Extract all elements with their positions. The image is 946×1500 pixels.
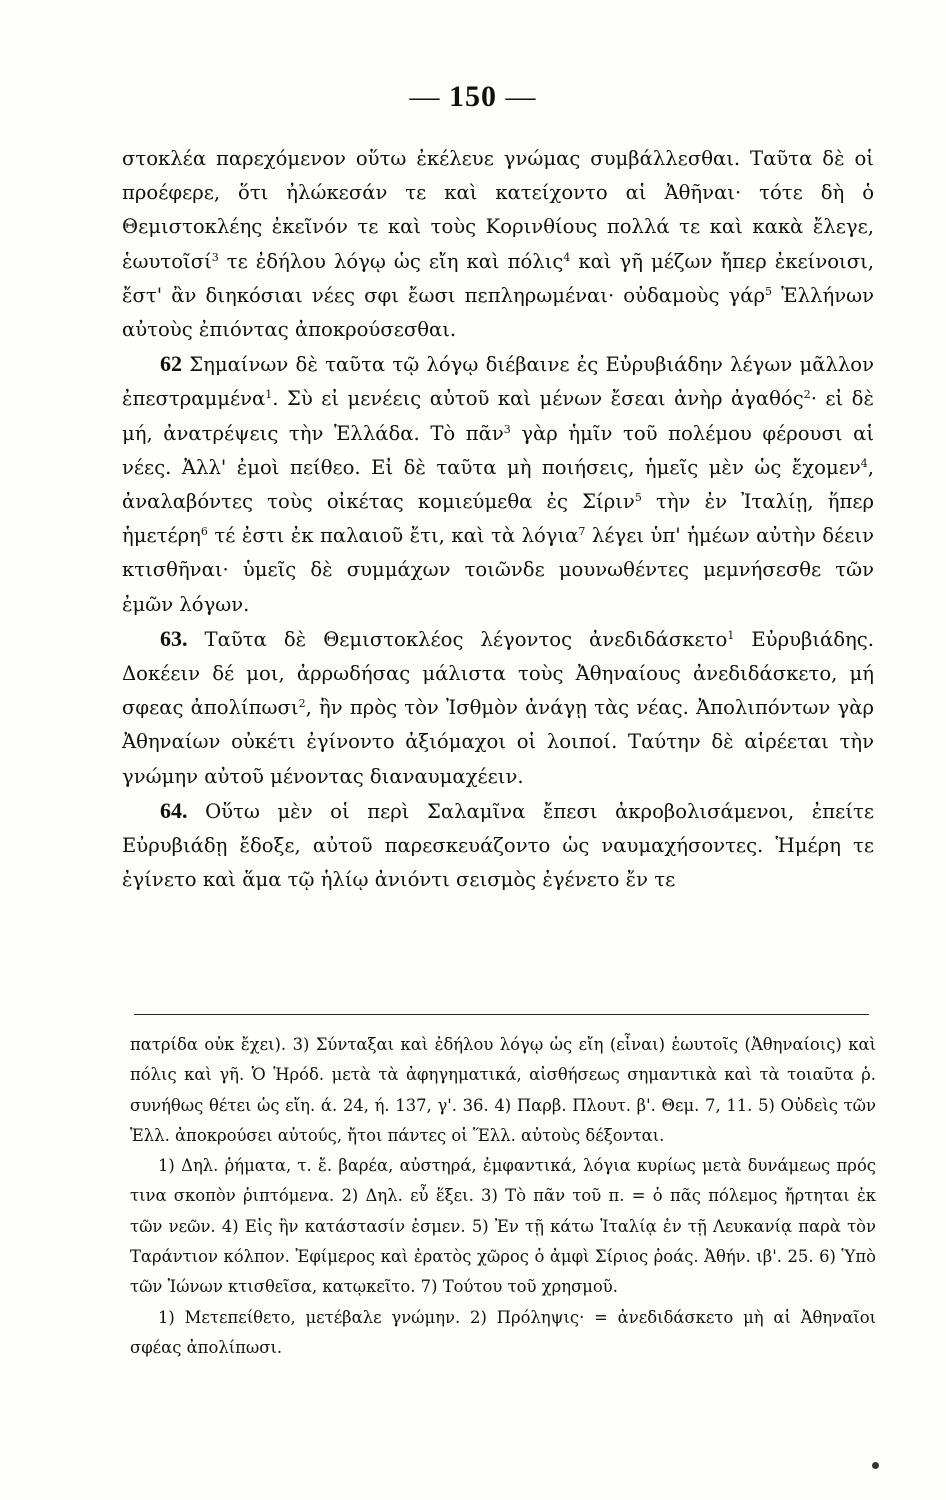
main-text [122,142,874,897]
note-marker: 2 [298,697,306,711]
paragraph-continuation [122,142,874,347]
footnote-block-62: 1) Δηλ. ῥήματα, τ. ἔ. βαρέα, αὐστηρά, ἐμφαντικά, λόγια κυρίως μετὰ δυνάμεως πρός τινα σκοπὸν ῥιπτόμενα. 2) Δηλ. εὖ ἕξει. 3) Τὸ πᾶν τοῦ π. = ὁ πᾶς πόλεμος ἤρτηται ἐκ τῶν νεῶν. 4) Εἰς ἣν κατάστασίν ἐσμεν. 5) Ἐν τῇ κάτω Ἰταλίᾳ ἐν τῇ Λευκανίᾳ παρὰ τὸν Ταράντιον κόλπον. Ἐφίμερος καὶ ἐρατὸς χῶρος ὁ ἀμφὶ Σίριος ῥοάς. Ἀθήν. ιβ'. 25. 6) Ὑπὸ τῶν Ἰώνων κτισθεῖσα, κατῳκεῖτο. 7) Τούτου τοῦ χρησμοῦ. [130,1156,876,1297]
footnote-block-continued: πατρίδα οὐκ ἔχει). 3) Σύνταξαι καὶ ἐδήλου λόγῳ ὡς εἴη (εἶναι) ἑωυτοῖς (Ἀθηναίοις) καὶ πόλις καὶ γῆ. Ὁ Ἡρόδ. μετὰ τὰ ἀφηγηματικά, αἰσθήσεως σημαντικὰ καὶ τὰ τοιαῦτα ῥ. συνήθως θέτει ὡς εἴη. ά. 24, ή. 137, γ'. 36. 4) Παρβ. Πλουτ. β'. Θεμ. 7, 11. 5) Οὐδεὶς τῶν Ἑλλ. ἀποκρούσει αὐτούς, ἤτοι πάντες οἱ Ἕλλ. αὐτοὺς δέξονται. [130,1035,876,1145]
text-run: Σημαίνων δὲ ταῦτα τῷ λόγῳ διέβαινε ἐς Εὐρυβιάδην λέγων μᾶλλον ἐπεστραμμένα [122,353,874,411]
dash-left: — [409,80,441,113]
note-marker: 6 [200,525,208,539]
dash-right: — [505,80,537,113]
text-run: γὰρ ἡμῖν τοῦ πολέμου φέρουσι αἱ νέες. Ἀλλ' ἐμοὶ πείθεο. Εἰ δὲ ταῦτα μὴ ποιήσεις, ἡμεῖς μὲν ὡς ἔχομεν [122,421,874,479]
text-run: , ἀναλαβόντες τοὺς οἰκέτας κομιεύμεθα ἐς Σίριν [122,455,874,514]
text-run: Οὕτω μὲν οἱ περὶ Σαλαμῖνα ἔπεσι ἀκροβολισάμενοι, ἐπείτε Εὐρυβιάδῃ ἔδοξε, αὐτοῦ παρεσκευάζοντο ὡς ναυμαχήσοντες. Ἡμέρη τε ἐγίνετο καὶ ἅμα τῷ ἡλίῳ ἀνιόντι σεισμὸς ἐγένετο ἔν τε [122,799,874,892]
text-run: τέ ἐστι ἐκ παλαιοῦ ἔτι, καὶ τὰ λόγια [207,524,579,548]
note-marker: 7 [578,525,586,539]
section-number: 64. [160,797,188,823]
text-run: . Σὺ εἰ μενέεις αὐτοῦ καὶ μένων ἔσεαι ἀνὴρ ἀγαθός [272,387,804,411]
text-run: τὴν ἐν Ἰταλίῃ, ἥπερ ἡμετέρη [122,490,874,548]
text-run: λέγει ὑπ' ἡμέων αὐτὴν δέειν κτισθῆναι· ὑμεῖς δὲ συμμάχων τοιῶνδε μουνωθέντες μεμνήσεσθε τῶν ἐμῶν λόγων. [122,524,874,616]
page-number-header [0,80,946,114]
section-number: 62 [160,351,182,377]
text-run: , ἢν πρὸς τὸν Ἰσθμὸν ἀνάγῃ τὰς νέας. Ἀπολιπόντων γὰρ Ἀθηναίων οὐκέτι ἐγίνοντο ἀξιόμαχοι οἱ λοιποί. Ταύτην δὲ αἱρέεται τὴν γνώμην αὐτοῦ μένοντας διαναυμαχέειν. [122,696,874,788]
footnote-divider [134,1014,869,1015]
text-run: καὶ γῆ μέζων ἤπερ ἐκείνοισι, ἔστ' ἂν διηκόσιαι νέες σφι ἔωσι πεπληρωμέναι· οὐδαμοὺς γάρ [122,249,874,307]
note-marker: 3 [503,422,511,436]
text-run: Εὐρυβιάδης. Δοκέειν δέ μοι, ἀρρωδήσας μάλιστα τοὺς Ἀθηναίους ἀνεδιδάσκετο, μή σφεας ἀπολίπωσι [122,627,874,720]
note-marker: 4 [563,250,571,264]
text-run: · εἰ δὲ μή, ἀνατρέψεις τὴν Ἑλλάδα. Τὸ πᾶν [122,387,874,445]
text-run: στοκλέα παρεχόμενον οὕτω ἐκέλευε γνώμας συμβάλλεσθαι. Ταῦτα δὲ οἱ προέφερε, ὅτι ἠλώκεσάν τε καὶ κατείχοντο αἱ Ἀθῆναι· τότε δὴ ὁ Θεμιστοκλέης ἐκεῖνόν τε καὶ τοὺς Κορινθίους πολλά τε καὶ κακὰ ἔλεγε, ἑωυτοῖσί [122,147,874,273]
note-marker: 1 [727,628,735,642]
text-run: Ἑλλήνων αὐτοὺς ἐπιόντας ἀποκρούσεσθαι. [122,283,874,342]
text-run: Ταῦτα δὲ Θεμιστοκλέος λέγοντος ἀνεδιδάσκετο [187,627,728,651]
paragraph-section-63 [122,622,874,794]
ink-spot [872,1462,879,1469]
note-marker: 5 [634,491,642,505]
section-number: 63. [160,625,188,651]
note-marker: 3 [211,250,219,264]
text-run: τε ἐδήλου λόγῳ ὡς εἴη καὶ πόλις [218,249,564,273]
note-marker: 2 [803,388,811,402]
footnote-block-63: 1) Μετεπείθετο, μετέβαλε γνώμην. 2) Πρόληψις· = ἀνεδιδάσκετο μὴ αἱ Ἀθηναῖοι σφέας ἀπολίπωσι. [130,1307,876,1357]
paragraph-section-62 [122,347,874,622]
note-marker: 4 [860,456,868,470]
paragraph-section-64 [122,794,874,898]
note-marker: 5 [765,284,773,298]
page-number: 150 [449,80,497,113]
footnotes [130,1030,876,1363]
note-marker: 1 [265,388,273,402]
